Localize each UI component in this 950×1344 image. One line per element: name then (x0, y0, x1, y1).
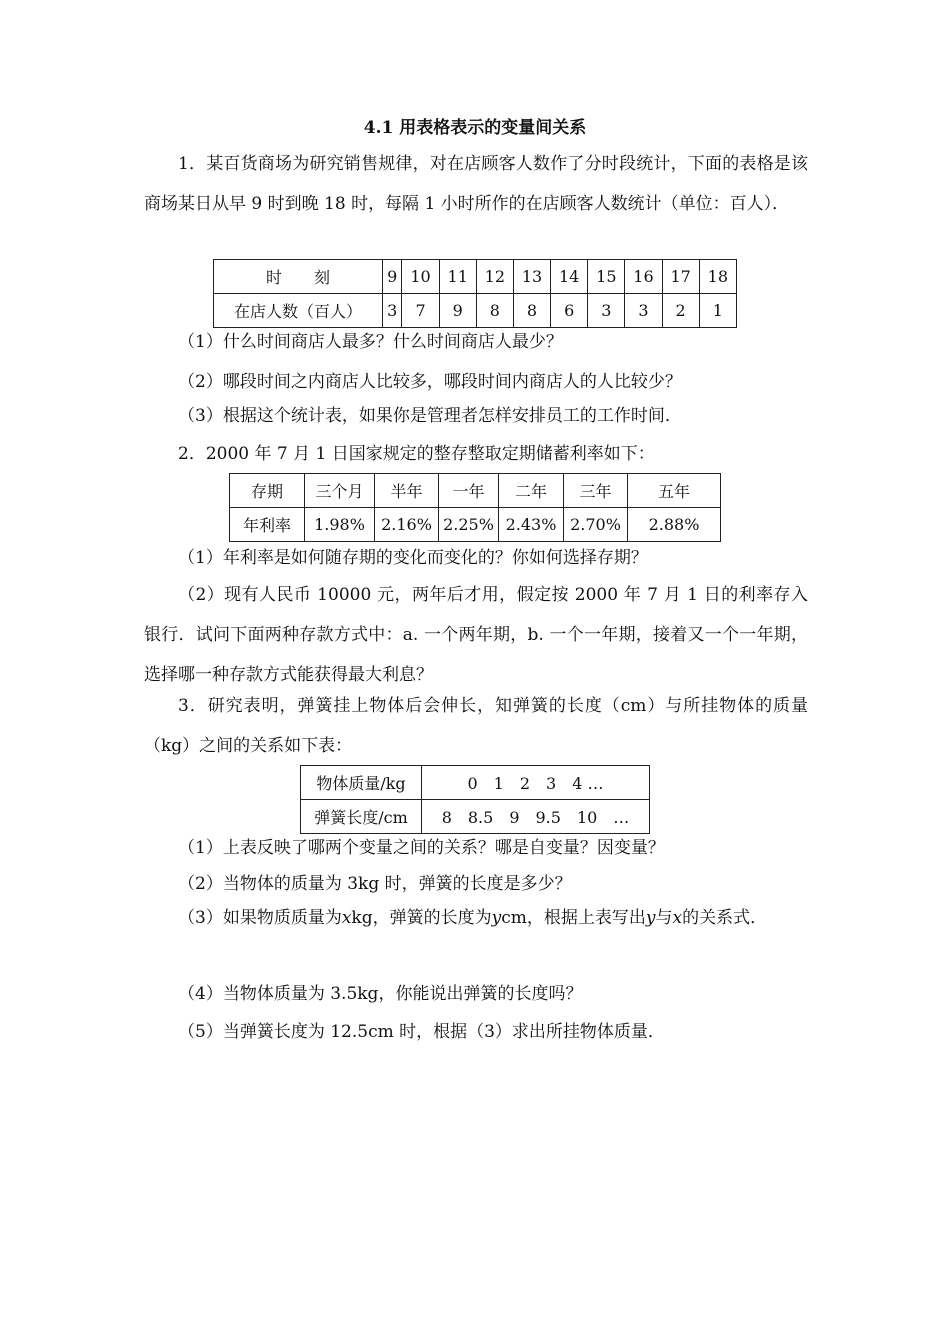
table-cell: 8 8.5 9 9.5 10 … (422, 800, 650, 834)
table-cell: 14 (551, 260, 588, 294)
table-cell: 3 (383, 294, 402, 328)
q2-header-term: 存期 (230, 474, 305, 508)
q1-table (213, 259, 737, 328)
table-cell: 0 1 2 3 4 … (422, 766, 650, 800)
table-cell: 3 (588, 294, 625, 328)
table-cell: 15 (588, 260, 625, 294)
variable-x: x (672, 908, 683, 928)
table-cell: 2.70% (564, 508, 628, 542)
table-cell: 9 (439, 294, 476, 328)
text-span: 的关系式． (682, 908, 768, 928)
table-cell: 10 (402, 260, 439, 294)
q1-stem: 1．某百货商场为研究销售规律，对在店顾客人数作了分时段统计，下面的表格是该商场某日从早 9 时到晚 18 时，每隔 1 小时所作的在店顾客人数统计（单位：百人）． (144, 154, 808, 214)
q3-header-mass: 物体质量/kg (301, 766, 422, 800)
table-cell: 2.25% (439, 508, 499, 542)
table-cell: 2.88% (628, 508, 721, 542)
table-cell: 8 (513, 294, 550, 328)
table-cell: 6 (551, 294, 588, 328)
table-cell: 18 (699, 260, 736, 294)
q1-header-count: 在店人数（百人） (214, 294, 383, 328)
table-cell: 3 (625, 294, 662, 328)
table-cell: 2.16% (375, 508, 439, 542)
table-cell: 1 (699, 294, 736, 328)
table-row (214, 294, 737, 328)
table-cell: 12 (476, 260, 513, 294)
table-row (230, 508, 721, 542)
q3-header-length: 弹簧长度/cm (301, 800, 422, 834)
table-cell: 9 (383, 260, 402, 294)
page-title: 4.1 用表格表示的变量间关系 (363, 118, 587, 138)
q3-stem: 3．研究表明，弹簧挂上物体后会伸长，知弹簧的长度（cm）与所挂物体的质量（kg）之间的关系如下表： (144, 696, 808, 756)
text-span: cm，根据上表写出 (501, 908, 646, 928)
q3-sub-4: （4）当物体质量为 3.5kg，你能说出弹簧的长度吗？ (178, 984, 583, 1004)
q2-stem: 2．2000 年 7 月 1 日国家规定的整存整取定期储蓄利率如下： (178, 444, 655, 464)
q1-sub-1: （1）什么时间商店人最多？什么时间商店人最少？ (178, 332, 563, 352)
q2-sub-2: （2）现有人民币 10000 元，两年后才用，假定按 2000 年 7 月 1 日的利率存入银行．试问下面两种存款方式中：a. 一个两年期，b. 一个一年期，接着又一个一年期，选择哪一种存款方式能获得最大利息？ (144, 585, 808, 685)
table-cell: 13 (513, 260, 550, 294)
table-cell: 二年 (499, 474, 564, 508)
text-span: 与 (655, 908, 673, 928)
table-cell: 17 (662, 260, 699, 294)
table-cell: 三个月 (305, 474, 375, 508)
table-cell: 2.43% (499, 508, 564, 542)
table-row (214, 260, 737, 294)
table-row (230, 474, 721, 508)
table-cell: 三年 (564, 474, 628, 508)
table-row (301, 800, 650, 834)
text-span: （3）如果物质质量为 (178, 908, 342, 928)
table-cell: 1.98% (305, 508, 375, 542)
table-cell: 五年 (628, 474, 721, 508)
q3-sub-5: （5）当弹簧长度为 12.5cm 时，根据（3）求出所挂物体质量． (178, 1022, 665, 1042)
q2-table (229, 473, 721, 542)
table-cell: 8 (476, 294, 513, 328)
table-cell: 16 (625, 260, 662, 294)
table-cell: 11 (439, 260, 476, 294)
q3-table (300, 765, 650, 834)
q3-sub-3 (144, 898, 808, 938)
variable-x: x (341, 908, 352, 928)
q2-header-rate: 年利率 (230, 508, 305, 542)
q1-header-time: 时 刻 (214, 260, 383, 294)
table-cell: 一年 (439, 474, 499, 508)
q3-sub-2: （2）当物体的质量为 3kg 时，弹簧的长度是多少？ (178, 874, 572, 894)
table-row (301, 766, 650, 800)
q1-sub-3: （3）根据这个统计表，如果你是管理者怎样安排员工的工作时间． (178, 406, 682, 426)
q1-sub-2: （2）哪段时间之内商店人比较多，哪段时间内商店人的人比较少？ (178, 372, 682, 392)
table-cell: 半年 (375, 474, 439, 508)
variable-y: y (645, 908, 656, 928)
q2-sub-1: （1）年利率是如何随存期的变化而变化的？你如何选择存期？ (178, 548, 648, 568)
table-cell: 2 (662, 294, 699, 328)
q3-sub-1: （1）上表反映了哪两个变量之间的关系？哪是自变量？因变量？ (178, 838, 665, 858)
text-span: kg，弹簧的长度为 (351, 908, 492, 928)
table-cell: 7 (402, 294, 439, 328)
variable-y: y (491, 908, 502, 928)
